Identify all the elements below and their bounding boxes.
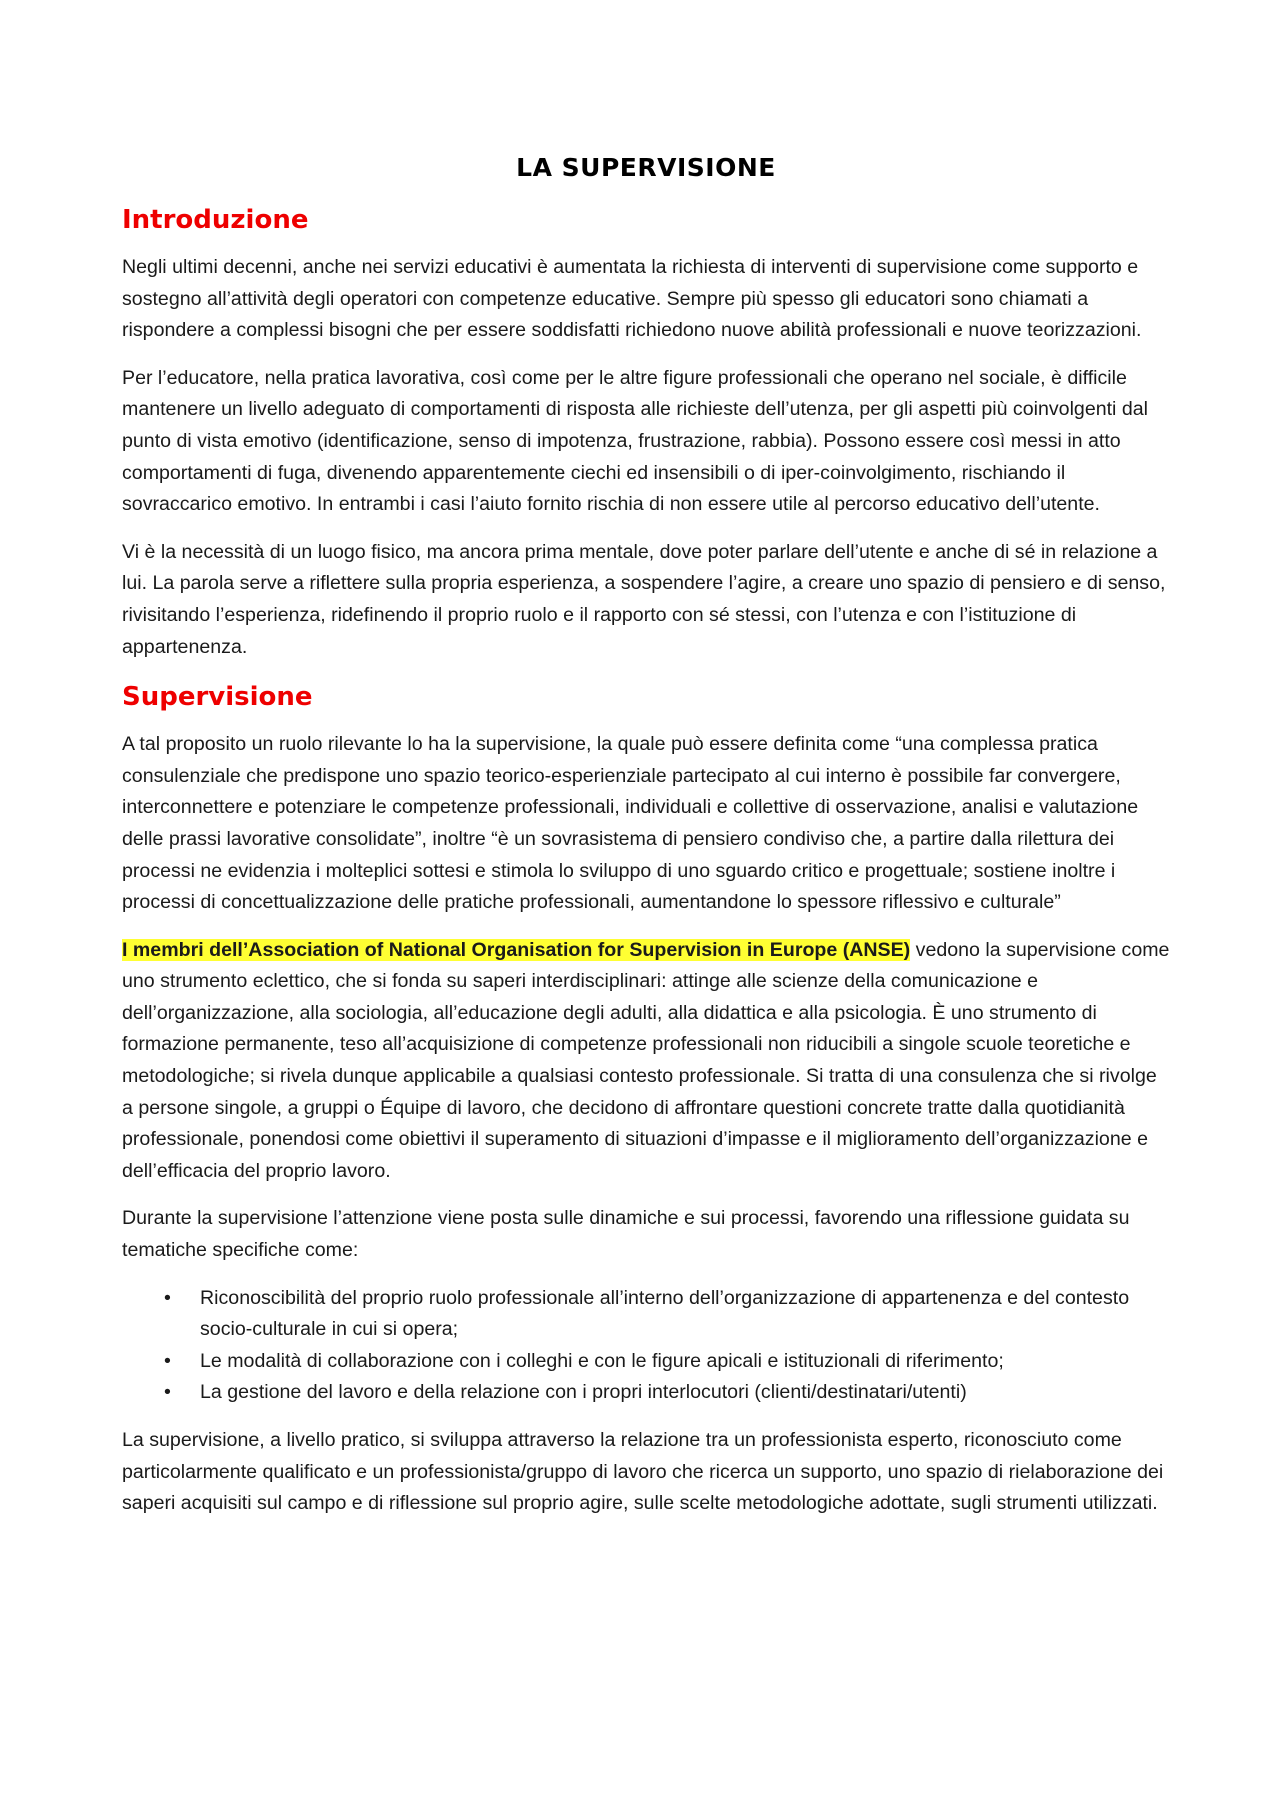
list-item-text: Riconoscibilità del proprio ruolo professionale all’interno dell’organizzazione di appartenenza e del contesto socio-culturale in cui si opera; — [200, 1286, 1130, 1341]
highlighted-text: I membri dell’Association of National Organisation for Supervision in Europe (ANSE) — [122, 938, 911, 961]
list-item — [122, 1377, 1170, 1409]
paragraph-anse — [122, 935, 1170, 1188]
section-heading-introduzione: Introduzione — [122, 205, 309, 235]
document-page — [122, 148, 1170, 1536]
bullet-icon: • — [164, 1381, 171, 1404]
paragraph: Vi è la necessità di un luogo fisico, ma ancora prima mentale, dove poter parlare dell’utente e anche di sé in relazione a lui. La parola serve a riflettere sulla propria esperienza, a sospendere l’agire, a creare uno spazio di pensiero e di senso, rivisitando l’esperienza, ridefinendo il proprio ruolo e il rapporto con sé stessi, con l’utenza e con l’istituzione di appartenenza. — [122, 540, 1166, 658]
list-item — [122, 1283, 1170, 1346]
paragraph: Durante la supervisione l’attenzione viene posta sulle dinamiche e sui processi, favorendo una riflessione guidata su tematiche specifiche come: — [122, 1207, 1130, 1262]
list-item-text: Le modalità di collaborazione con i colleghi e con le figure apicali e istituzionali di riferimento; — [200, 1349, 1004, 1372]
paragraph-text: vedono la supervisione come uno strumento eclettico, che si fonda su saperi interdisciplinari: attinge alle scienze della comunicazione e dell’organizzazione, alla sociologia, all’educazione degli adulti, alla didattica e alla psicologia. È uno strumento di formazione permanente, teso all’acquisizione di competenze professionali non riducibili a singole scuole teoretiche e metodologiche; si rivela dunque applicabile a qualsiasi contesto professionale. Si tratta di una consulenza che si rivolge a persone singole, a gruppi o Équipe di lavoro, che decidono di affrontare questioni concrete tratte dalla quotidianità professionale, ponendosi come obiettivi il superamento di situazioni d’impasse e il miglioramento dell’organizzazione e dell’efficacia del proprio lavoro. — [122, 938, 1170, 1182]
bullet-list — [122, 1283, 1170, 1409]
list-item-text: La gestione del lavoro e della relazione con i propri interlocutori (clienti/destinatari/utenti) — [200, 1381, 967, 1404]
document-title: LA SUPERVISIONE — [516, 153, 776, 182]
list-item — [122, 1346, 1170, 1378]
paragraph: Negli ultimi decenni, anche nei servizi educativi è aumentata la richiesta di interventi di supervisione come supporto e sostegno all’attività degli operatori con competenze educative. Sempre più spesso gli educatori sono chiamati a rispondere a complessi bisogni che per essere soddisfatti richiedono nuove abilità professionali e nuove teorizzazioni. — [122, 256, 1142, 342]
section-heading-supervisione: Supervisione — [122, 682, 313, 713]
paragraph: Per l’educatore, nella pratica lavorativa, così come per le altre figure professionali che operano nel sociale, è difficile mantenere un livello adeguato di comportamenti di risposta alle richieste dell’utenza, per gli aspetti più coinvolgenti dal punto di vista emotivo (identificazione, senso di impotenza, frustrazione, rabbia). Possono essere così messi in atto comportamenti di fuga, divenendo apparentemente ciechi ed insensibili o di iper-coinvolgimento, rischiando il sovraccarico emotivo. In entrambi i casi l’aiuto fornito rischia di non essere utile al percorso educativo dell’utente. — [122, 366, 1149, 516]
paragraph: A tal proposito un ruolo rilevante lo ha la supervisione, la quale può essere definita come “una complessa pratica consulenziale che predispone uno spazio teorico-esperienziale partecipato al cui interno è possibile far convergere, interconnettere e potenziare le competenze professionali, individuali e collettive di osservazione, analisi e valutazione delle prassi lavorative consolidate”, inoltre “è un sovrasistema di pensiero condiviso che, a partire dalla rilettura dei processi ne evidenzia i molteplici sottesi e stimola lo sviluppo di uno sguardo critico e progettuale; sostiene inoltre i processi di concettualizzazione delle pratiche professionali, aumentandone lo spessore riflessivo e culturale” — [122, 733, 1139, 914]
paragraph: La supervisione, a livello pratico, si sviluppa attraverso la relazione tra un professionista esperto, riconosciuto come particolarmente qualificato e un professionista/gruppo di lavoro che ricerca un supporto, uno spazio di rielaborazione dei saperi acquisiti sul campo e di riflessione sul proprio agire, sulle scelte metodologiche adottate, sugli strumenti utilizzati. — [122, 1429, 1164, 1515]
bullet-icon: • — [164, 1349, 171, 1372]
bullet-icon: • — [164, 1286, 171, 1309]
